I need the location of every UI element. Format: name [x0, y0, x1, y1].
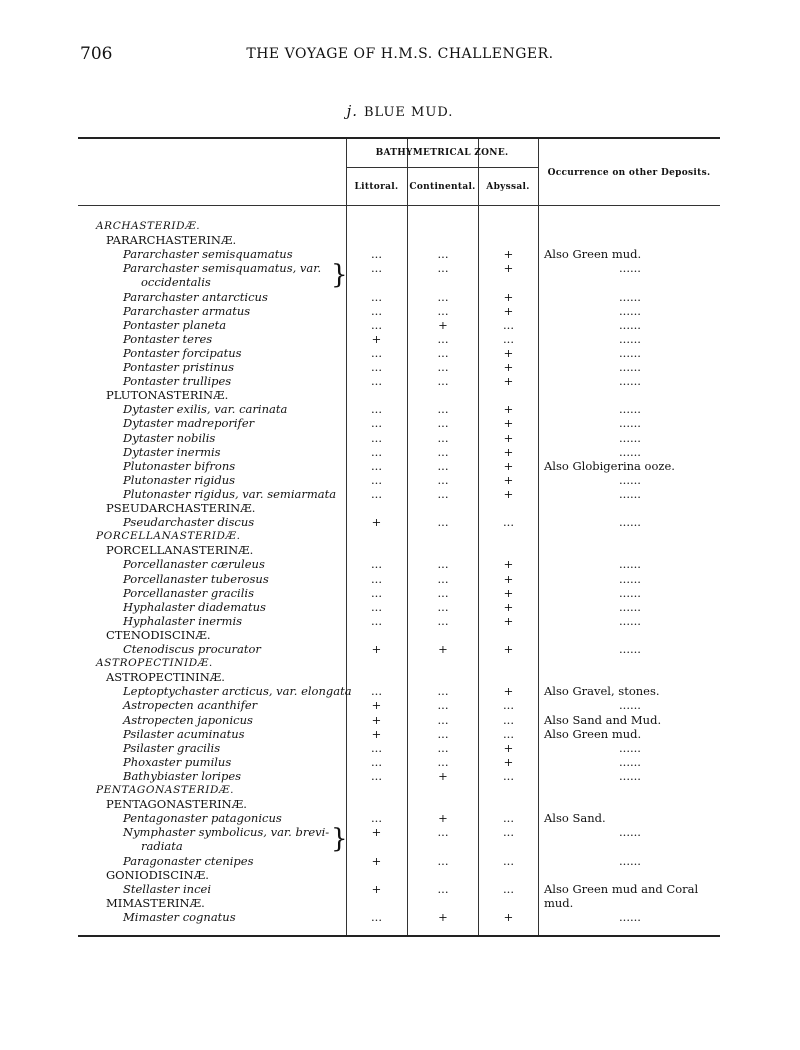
section-title-text: BLUE MUD. [364, 105, 454, 120]
other-deposits-cell: ...... [619, 557, 641, 572]
species-name: Pseudarchaster discus [123, 515, 255, 530]
species-name: Plutonaster bifrons [123, 458, 236, 473]
species-name: Astropecten japonicus [123, 712, 253, 727]
abyssal-cell: + [503, 289, 514, 304]
subfamily-name: CTENODISCINÆ. [106, 627, 211, 642]
subfamily-row [78, 868, 720, 882]
continental-cell: ... [437, 444, 449, 459]
other-deposits-cell: Also Globigerina ooze. [544, 458, 675, 473]
other-deposits-cell: ...... [619, 374, 641, 389]
family-row [78, 529, 720, 543]
species-name: Dytaster exilis, var. carinata [123, 402, 288, 417]
running-title: THE VOYAGE OF H.M.S. CHALLENGER. [246, 46, 554, 62]
abyssal-cell: + [503, 585, 514, 600]
abyssal-cell: + [503, 247, 514, 262]
abyssal-cell: + [503, 303, 514, 318]
group-header-rule [346, 167, 538, 168]
table-row [78, 247, 720, 261]
littoral-cell: ... [371, 289, 382, 304]
species-name: Pontaster teres [123, 331, 213, 346]
table-row [78, 290, 720, 304]
littoral-cell: ... [371, 684, 382, 699]
other-deposits-cell: Also Green mud and Coral mud. [544, 881, 699, 910]
other-deposits-cell: ...... [619, 416, 641, 431]
family-name: PORCELLANASTERIDÆ. [96, 530, 241, 543]
family-name: ASTROPECTINIDÆ. [96, 657, 213, 670]
species-name: Pararchaster antarcticus [123, 289, 268, 304]
abyssal-cell: ... [503, 515, 514, 530]
other-deposits-cell: ...... [619, 515, 641, 530]
littoral-cell: ... [371, 571, 382, 586]
species-name: Pontaster pristinus [123, 360, 235, 374]
table-row [78, 346, 720, 360]
littoral-cell: ... [371, 472, 382, 487]
continental-cell: + [438, 909, 448, 924]
other-deposits-cell: ...... [619, 642, 641, 656]
other-deposits-cell: ...... [619, 289, 641, 304]
family-row [78, 219, 720, 233]
continental-cell: ... [437, 599, 449, 614]
abyssal-cell: + [503, 402, 514, 417]
littoral-cell: ... [371, 909, 382, 924]
species-name: Leptoptychaster arcticus, var. elongata [123, 684, 352, 699]
continental-cell: ... [437, 740, 449, 755]
family-name: PENTAGONASTERIDÆ. [96, 784, 235, 796]
species-name: Astropecten acanthifer [123, 698, 258, 713]
continental-cell: ... [437, 613, 449, 628]
abyssal-cell: ... [503, 698, 514, 713]
subfamily-row [78, 628, 720, 642]
other-deposits-cell: ...... [619, 768, 641, 783]
continental-cell: ... [437, 374, 449, 389]
species-name: Pontaster trullipes [123, 374, 232, 389]
continental-cell: + [438, 317, 448, 332]
species-name: Pentagonaster patagonicus [123, 811, 282, 826]
abyssal-cell: + [503, 345, 514, 360]
page-number: 706 [80, 44, 113, 64]
subfamily-row [78, 233, 720, 247]
species-name: Paragonaster ctenipes [123, 853, 254, 868]
species-name: Plutonaster rigidus, var. semiarmata [123, 486, 337, 501]
header-rule [78, 205, 720, 206]
continental-cell: ... [437, 303, 449, 318]
littoral-cell: ... [371, 811, 382, 826]
table-row [78, 614, 720, 628]
littoral-cell: ... [371, 557, 382, 572]
other-deposits-cell: ...... [619, 303, 641, 318]
other-deposits-cell: ...... [619, 317, 641, 332]
family-row [78, 656, 720, 670]
littoral-cell: ... [371, 360, 382, 374]
littoral-cell: + [371, 853, 382, 868]
table-row [78, 431, 720, 445]
continental-cell: ... [437, 472, 449, 487]
continental-cell: ... [437, 557, 449, 572]
abyssal-cell: ... [503, 768, 514, 783]
abyssal-cell: + [503, 613, 514, 628]
abyssal-cell: + [503, 472, 514, 487]
littoral-cell: ... [371, 374, 382, 389]
littoral-cell: ... [371, 458, 382, 473]
other-deposits-cell: ...... [619, 444, 641, 459]
littoral-cell: ... [371, 754, 382, 769]
table-row [78, 473, 720, 487]
table-row [78, 698, 720, 712]
subfamily-row [78, 896, 720, 910]
table-row [78, 374, 720, 388]
other-deposits-cell: Also Green mud. [544, 247, 642, 262]
family-name: ARCHASTERIDÆ. [96, 220, 201, 232]
species-name: Phoxaster pumilus [123, 754, 232, 769]
continental-cell: + [438, 811, 448, 826]
subfamily-row [78, 670, 720, 684]
abyssal-cell: + [503, 684, 514, 699]
littoral-cell: + [371, 726, 382, 741]
littoral-cell: + [371, 331, 382, 346]
distribution-table [78, 137, 720, 937]
table-row [78, 515, 720, 529]
species-name: occidentalis [141, 275, 211, 290]
subfamily-row [78, 543, 720, 557]
other-deposits-cell: ...... [619, 402, 641, 417]
other-deposits-cell: ...... [619, 360, 641, 374]
other-deposits-cell: ...... [619, 613, 641, 628]
littoral-cell: + [371, 712, 382, 727]
continental-cell: ... [437, 585, 449, 600]
species-name: Ctenodiscus procurator [123, 642, 261, 656]
species-name: Pararchaster semisquamatus, var. [123, 261, 322, 276]
abyssal-cell: + [503, 416, 514, 431]
littoral-cell: ... [371, 486, 382, 501]
table-row [78, 586, 720, 600]
abyssal-cell: + [503, 571, 514, 586]
continental-cell: + [438, 642, 448, 656]
continental-header: Continental. [409, 182, 476, 192]
other-deposits-cell: ...... [619, 754, 641, 769]
bathymetrical-zone-header: BATHYMETRICAL ZONE. [375, 148, 509, 158]
abyssal-header: Abyssal. [486, 182, 530, 192]
littoral-cell: + [371, 825, 382, 840]
section-title [0, 102, 800, 120]
subfamily-name: PARARCHASTERINÆ. [106, 233, 237, 248]
other-deposits-cell: Also Green mud. [544, 726, 642, 741]
littoral-cell: ... [371, 444, 382, 459]
table-row [78, 854, 720, 868]
species-name: Hyphalaster inermis [123, 613, 243, 628]
table-row [78, 318, 720, 332]
other-deposits-cell: ...... [619, 345, 641, 360]
brace-mark: } [331, 824, 348, 855]
other-deposits-cell: ...... [619, 331, 641, 346]
other-deposits-cell: ...... [619, 740, 641, 755]
subfamily-name: GONIODISCINÆ. [106, 867, 209, 882]
species-name: Porcellanaster cæruleus [123, 557, 265, 572]
subfamily-name: PENTAGONASTERINÆ. [106, 797, 247, 812]
brace-mark: } [331, 260, 348, 291]
other-deposits-cell: ...... [619, 430, 641, 445]
littoral-cell: ... [371, 613, 382, 628]
table-row [78, 572, 720, 586]
abyssal-cell: + [503, 486, 514, 501]
littoral-cell: ... [371, 402, 382, 417]
species-name: Mimaster cognatus [123, 909, 236, 924]
subfamily-row [78, 501, 720, 515]
other-deposits-cell: Also Sand. [544, 811, 606, 826]
abyssal-cell: + [503, 599, 514, 614]
table-row [78, 741, 720, 755]
table-row [78, 557, 720, 571]
table-row [78, 360, 720, 374]
table-row [78, 684, 720, 698]
species-name: Pararchaster armatus [123, 303, 251, 318]
other-deposits-cell: ...... [619, 585, 641, 600]
littoral-cell: ... [371, 317, 382, 332]
family-row [78, 783, 720, 797]
other-deposits-cell: ...... [619, 599, 641, 614]
abyssal-cell: ... [503, 853, 514, 868]
other-deposits-cell: ...... [619, 825, 641, 840]
species-name: Bathybiaster loripes [123, 768, 242, 783]
continental-cell: ... [437, 261, 449, 276]
littoral-cell: + [371, 881, 382, 896]
section-letter: j. [346, 102, 358, 120]
abyssal-cell: + [503, 360, 514, 374]
other-deposits-cell: Also Sand and Mud. [544, 712, 662, 727]
other-deposits-cell: ...... [619, 486, 641, 501]
littoral-cell: ... [371, 345, 382, 360]
continental-cell: ... [437, 402, 449, 417]
abyssal-cell: ... [503, 726, 514, 741]
continental-cell: ... [437, 331, 449, 346]
species-name: Pontaster planeta [123, 317, 227, 332]
table-row-continuation [78, 275, 720, 289]
continental-cell: ... [437, 754, 449, 769]
species-name: Pontaster forcipatus [123, 345, 242, 360]
continental-cell: ... [437, 458, 449, 473]
species-name: Plutonaster rigidus [123, 472, 235, 487]
species-name: Porcellanaster tuberosus [123, 571, 269, 586]
subfamily-name: ASTROPECTININÆ. [106, 670, 225, 685]
table-row [78, 332, 720, 346]
table-row [78, 769, 720, 783]
continental-cell: ... [437, 486, 449, 501]
species-name: Nymphaster symbolicus, var. brevi- [123, 825, 330, 840]
continental-cell: ... [437, 684, 449, 699]
abyssal-cell: + [503, 430, 514, 445]
continental-cell: ... [437, 881, 449, 896]
subfamily-name: PLUTONASTERINÆ. [106, 388, 229, 403]
abyssal-cell: ... [503, 825, 514, 840]
littoral-cell: + [371, 698, 382, 713]
continental-cell: ... [437, 360, 449, 374]
abyssal-cell: + [503, 557, 514, 572]
species-name: Dytaster madreporifer [123, 416, 255, 431]
abyssal-cell: + [503, 740, 514, 755]
species-name: Porcellanaster gracilis [123, 585, 254, 600]
littoral-cell: ... [371, 247, 382, 262]
littoral-cell: ... [371, 740, 382, 755]
subfamily-name: MIMASTERINÆ. [106, 895, 205, 910]
abyssal-cell: + [503, 444, 514, 459]
table-row [78, 713, 720, 727]
littoral-cell: ... [371, 768, 382, 783]
abyssal-cell: ... [503, 712, 514, 727]
continental-cell: + [438, 768, 448, 783]
table-row [78, 487, 720, 501]
species-name: Pararchaster semisquamatus [123, 247, 293, 262]
littoral-cell: ... [371, 303, 382, 318]
continental-cell: ... [437, 430, 449, 445]
abyssal-cell: + [503, 458, 514, 473]
other-deposits-cell: ...... [619, 571, 641, 586]
subfamily-name: PORCELLANASTERINÆ. [106, 543, 254, 558]
subfamily-name: PSEUDARCHASTERINÆ. [106, 501, 256, 515]
littoral-cell: + [371, 515, 382, 530]
occurrence-header: Occurrence on other Deposits. [547, 168, 711, 178]
species-name: Psilaster acuminatus [123, 726, 245, 741]
littoral-cell: + [371, 642, 382, 656]
abyssal-cell: ... [503, 881, 514, 896]
table-row [78, 755, 720, 769]
littoral-cell: ... [371, 430, 382, 445]
continental-cell: ... [437, 247, 449, 262]
abyssal-cell: + [503, 754, 514, 769]
table-row [78, 402, 720, 416]
abyssal-cell: ... [503, 811, 514, 826]
littoral-cell: ... [371, 261, 382, 276]
continental-cell: ... [437, 571, 449, 586]
littoral-cell: ... [371, 599, 382, 614]
species-name: radiata [141, 839, 183, 854]
species-name: Stellaster incei [123, 881, 212, 896]
abyssal-cell: ... [503, 317, 514, 332]
other-deposits-cell: ...... [619, 261, 641, 276]
abyssal-cell: ... [503, 331, 514, 346]
abyssal-cell: + [503, 909, 514, 924]
subfamily-row [78, 797, 720, 811]
continental-cell: ... [437, 825, 449, 840]
abyssal-cell: + [503, 374, 514, 389]
table-row [78, 642, 720, 656]
continental-cell: ... [437, 853, 449, 868]
table-row [78, 459, 720, 473]
other-deposits-cell: Also Gravel, stones. [544, 684, 660, 699]
continental-cell: ... [437, 726, 449, 741]
other-deposits-cell: ...... [619, 909, 641, 924]
table-row [78, 600, 720, 614]
table-row [78, 811, 720, 825]
continental-cell: ... [437, 698, 449, 713]
other-deposits-cell: ...... [619, 698, 641, 713]
abyssal-cell: + [503, 642, 514, 656]
littoral-cell: ... [371, 416, 382, 431]
continental-cell: ... [437, 712, 449, 727]
species-name: Hyphalaster diadematus [123, 599, 266, 614]
table-row [78, 910, 720, 924]
littoral-header: Littoral. [354, 182, 399, 192]
table-row [78, 445, 720, 459]
continental-cell: ... [437, 416, 449, 431]
species-name: Dytaster nobilis [123, 430, 216, 445]
table-row [78, 727, 720, 741]
continental-cell: ... [437, 289, 449, 304]
other-deposits-cell: ...... [619, 853, 641, 868]
other-deposits-cell: ...... [619, 472, 641, 487]
subfamily-row [78, 388, 720, 402]
table-row [78, 416, 720, 430]
continental-cell: ... [437, 515, 449, 530]
species-name: Psilaster gracilis [123, 740, 221, 755]
table-row [78, 304, 720, 318]
continental-cell: ... [437, 345, 449, 360]
species-name: Dytaster inermis [123, 444, 221, 459]
abyssal-cell: + [503, 261, 514, 276]
littoral-cell: ... [371, 585, 382, 600]
table-row-continuation [78, 839, 720, 853]
